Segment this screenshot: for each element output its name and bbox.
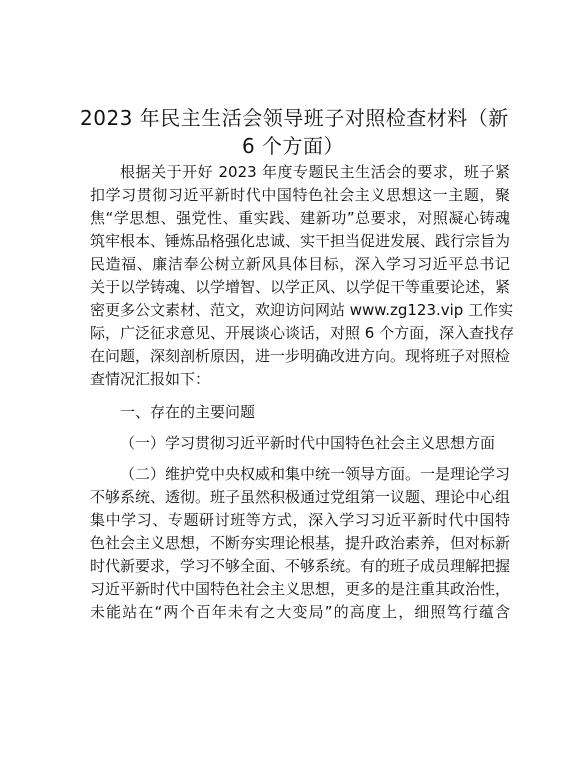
paragraph-line: 扣学习贯彻习近平新时代中国特色社会主义思想这一主题，聚 (90, 186, 510, 204)
paragraph-line: 根据关于开好 2023 年度专题民主生活会的要求，班子紧 (120, 163, 510, 181)
paragraph-line: 际，广泛征求意见、开展谈心谈话，对照 6 个方面，深入查找存 (90, 324, 515, 342)
title-line: 6 个方面） (241, 134, 345, 158)
paragraph-line: 筑牢根本、锤炼品格强化忠诚、实干担当促进发展、践行宗旨为 (90, 232, 511, 250)
paragraph-line: 色社会主义思想，不断夯实理论根基，提升政治素养，但对标新 (90, 534, 511, 552)
title-line: 2023 年民主生活会领导班子对照检查材料（新 (80, 106, 509, 130)
body-paragraph (90, 463, 510, 624)
intro-paragraph (90, 161, 515, 391)
paragraph-line: （二）维护党中央权威和集中统一领导方面。一是理论学习 (120, 465, 511, 483)
paragraph-line: 集中学习、专题研讨班等方式，深入学习习近平新时代中国特 (90, 511, 510, 529)
paragraph-line: 焦“学思想、强党性、重实践、建新功”总要求，对照凝心铸魂 (90, 209, 510, 227)
paragraph-line: 时代新要求，学习不够全面、不够系统。有的班子成员理解把握 (90, 557, 511, 575)
paragraph-line: 未能站在“两个百年未有之大变局”的高度上，细照笃行蕴含 (90, 603, 510, 621)
paragraph-line: 查情况汇报如下： (90, 370, 211, 388)
section-heading: 一、存在的主要问题 (120, 403, 256, 421)
paragraph-line: 习近平新时代中国特色社会主义思想，更多的是注重其政治性， (90, 580, 511, 598)
paragraph-line: 密更多公文素材、范文，欢迎访问网站 www.zg123.vip 工作实 (90, 301, 514, 319)
paragraph-line: 在问题，深刻剖析原因，进一步明确改进方向。现将班子对照检 (90, 347, 511, 365)
subheading: （一）学习贯彻习近平新时代中国特色社会主义思想方面 (120, 434, 496, 452)
document-title (80, 104, 509, 160)
paragraph-line: 关于以学铸魂、以学增智、以学正风、以学促干等重要论述，紧 (90, 278, 511, 296)
document-body (90, 161, 515, 624)
paragraph-line: 不够系统、透彻。班子虽然积极通过党组第一议题、理论中心组 (90, 488, 511, 506)
paragraph-line: 民造福、廉洁奉公树立新风具体目标，深入学习习近平总书记 (90, 255, 510, 273)
